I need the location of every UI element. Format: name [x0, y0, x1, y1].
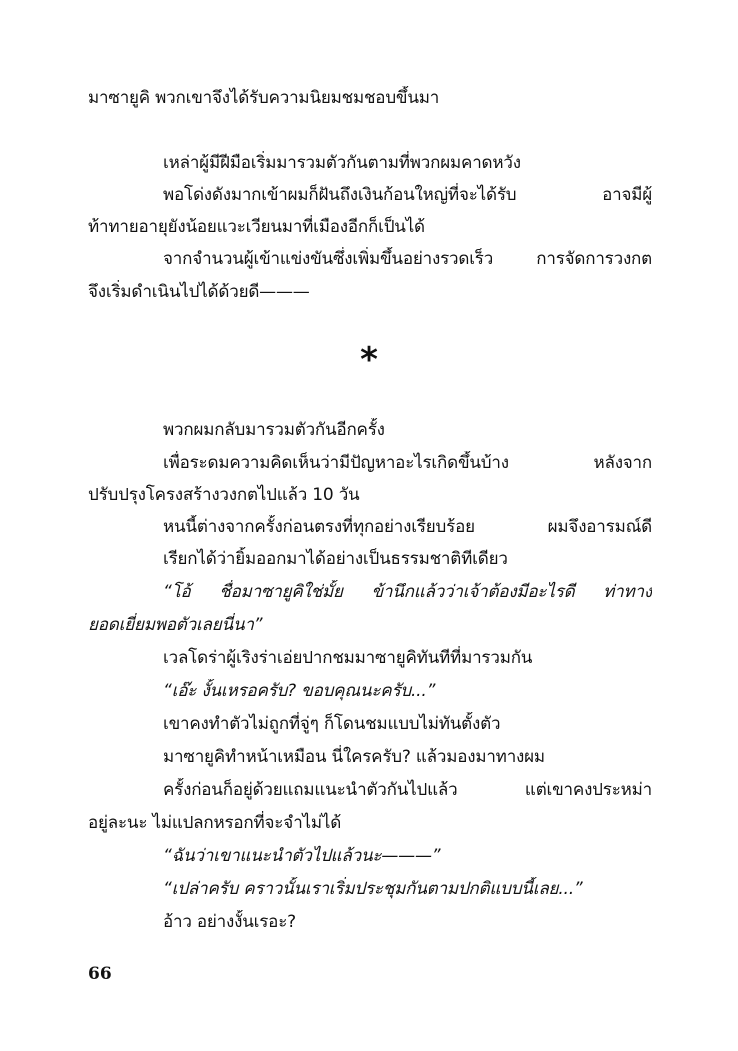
section-separator: *: [360, 340, 378, 380]
text-line-1: มาซายูคิ พวกเขาจึงได้รับความนิยมชมชอบขึ้นมา: [88, 88, 440, 108]
dialogue-line-4: “ฉันว่าเขาแนะนำตัวไปแล้วนะ———”: [163, 846, 441, 866]
text-line-8: เพื่อระดมความคิดเห็นว่ามีปัญหาอะไรเกิดขึ้นบ้าง หลังจาก: [163, 453, 652, 473]
dialogue-line-5: “เปล่าครับ คราวนั้นเราเริ่มประชุมกันตามปกติแบบนี้เลย...”: [163, 879, 583, 899]
text-line-9: ปรับปรุงโครงสร้างวงกตไปแล้ว 10 วัน: [88, 485, 360, 505]
text-line-15: ครั้งก่อนก็อยู่ด้วยแถมแนะนำตัวกันไปแล้ว แต่เขาคงประหม่า: [163, 780, 652, 800]
dialogue-line-1: “โอ้ ชื่อมาซายูคิใช่มั้ย ข้านึกแล้วว่าเจ้าต้องมีอะไรดี ท่าทาง: [163, 582, 652, 602]
text-line-16: อยู่ละนะ ไม่แปลกหรอกที่จะจำไม่ได้: [88, 813, 342, 833]
text-line-10: หนนี้ต่างจากครั้งก่อนตรงที่ทุกอย่างเรียบร้อย ผมจึงอารมณ์ดี: [163, 517, 652, 537]
text-line-2: เหล่าผู้มีฝีมือเริ่มมารวมตัวกันตามที่พวกผมคาดหวัง: [163, 153, 521, 173]
text-line-6: จึงเริ่มดำเนินไปได้ด้วยดี———: [88, 282, 310, 302]
text-line-5: จากจำนวนผู้เข้าแข่งขันซึ่งเพิ่มขึ้นอย่างรวดเร็ว การจัดการวงกต: [163, 249, 652, 269]
dialogue-line-3: “เอ๊ะ งั้นเหรอครับ? ขอบคุณนะครับ...”: [163, 681, 436, 701]
page-number: 66: [88, 964, 112, 984]
text-line-13: เขาคงทำตัวไม่ถูกที่จู่ๆ ก็โดนชมแบบไม่ทันตั้งตัว: [163, 714, 501, 734]
text-line-3: พอโด่งดังมากเข้าผมก็ฝันถึงเงินก้อนใหญ่ที่จะได้รับ อาจมีผู้: [163, 185, 652, 205]
text-line-11: เรียกได้ว่ายิ้มออกมาได้อย่างเป็นธรรมชาติทีเดียว: [163, 549, 508, 569]
text-line-4: ท้าทายอายุยังน้อยแวะเวียนมาที่เมืองอีกก็เป็นได้: [88, 217, 425, 237]
text-line-17: อ้าว อย่างงั้นเรอะ?: [163, 912, 296, 932]
text-line-14: มาซายูคิทำหน้าเหมือน นี่ใครครับ? แล้วมองมาทางผม: [163, 747, 545, 767]
text-line-7: พวกผมกลับมารวมตัวกันอีกครั้ง: [163, 420, 385, 440]
text-line-12: เวลโดร่าผู้เริงร่าเอ่ยปากชมมาซายูคิทันทีที่มารวมกัน: [163, 648, 533, 668]
dialogue-line-2: ยอดเยี่ยมพอตัวเลยนี่นา”: [88, 615, 263, 635]
